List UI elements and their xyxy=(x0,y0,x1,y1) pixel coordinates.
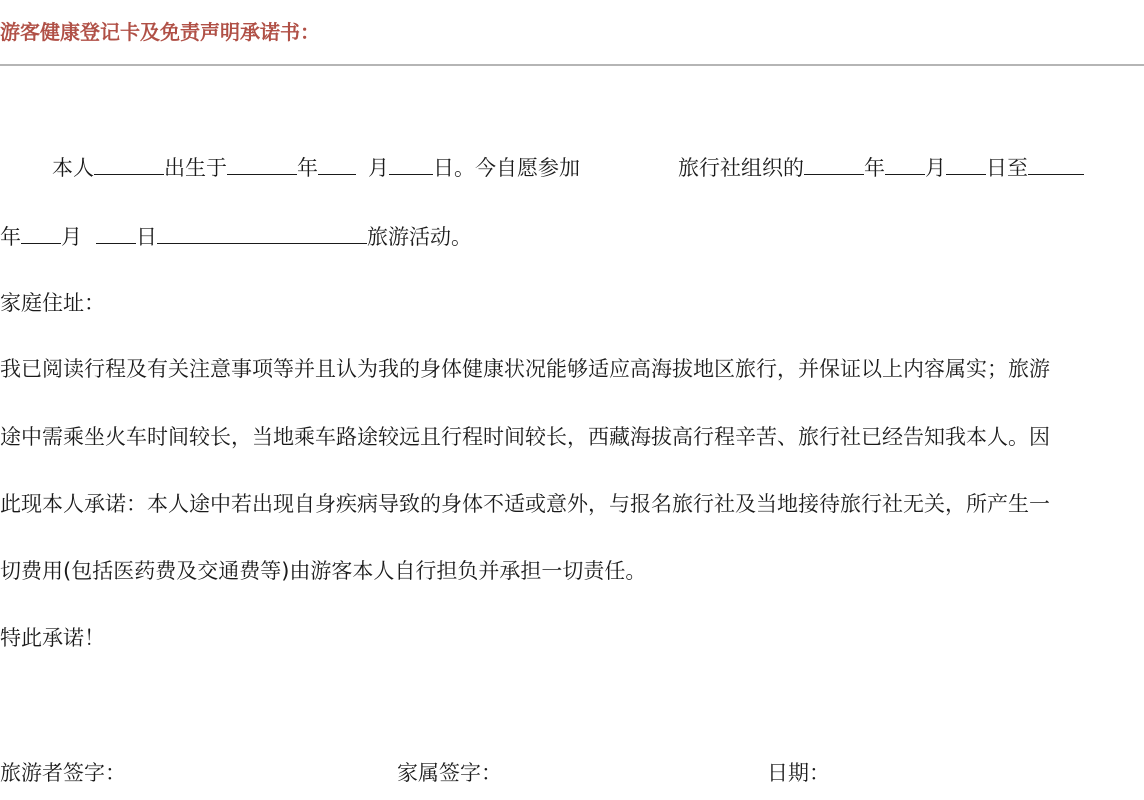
name-blank[interactable] xyxy=(94,154,164,175)
start-year-blank[interactable] xyxy=(804,154,864,175)
text-day-3: 日 xyxy=(136,225,157,249)
end-month-blank[interactable] xyxy=(21,223,61,244)
closing-statement: 特此承诺！ xyxy=(0,626,105,650)
text-self: 本人 xyxy=(52,156,94,180)
family-signature-label[interactable]: 家属签字： xyxy=(397,761,502,785)
start-day-blank[interactable] xyxy=(946,154,986,175)
text-month-3: 月 xyxy=(61,225,82,249)
birth-day-blank[interactable] xyxy=(389,154,433,175)
commitment-line-1: 我已阅读行程及有关注意事项等并且认为我的身体健康状况能够适应高海拔地区旅行，并保证以上内容属实；旅游 xyxy=(0,357,1050,381)
start-month-blank[interactable] xyxy=(885,154,925,175)
birth-year-blank[interactable] xyxy=(227,154,297,175)
text-year-3: 年 xyxy=(0,225,21,249)
text-day-to: 日至 xyxy=(986,156,1028,180)
commitment-line-3: 此现本人承诺：本人途中若出现自身疾病导致的身体不适或意外，与报名旅行社及当地接待旅行社无关，所产生一 xyxy=(0,492,1050,516)
birth-month-blank[interactable] xyxy=(318,154,356,175)
pledge-line-1 xyxy=(0,153,1084,183)
text-day-join: 日。今自愿参加 xyxy=(433,156,580,180)
text-agency-organized: 旅行社组织的 xyxy=(678,156,804,180)
date-label[interactable]: 日期： xyxy=(767,761,830,785)
text-year-2: 年 xyxy=(864,156,885,180)
traveler-signature-label[interactable]: 旅游者签字： xyxy=(0,761,126,785)
text-month: 月 xyxy=(368,156,389,180)
commitment-line-2: 途中需乘坐火车时间较长，当地乘车路途较远且行程时间较长，西藏海拔高行程辛苦、旅行社已经告知我本人。因 xyxy=(0,425,1050,449)
commitment-line-4: 切费用(包括医药费及交通费等)由游客本人自行担负并承担一切责任。 xyxy=(0,559,647,583)
pledge-line-2 xyxy=(0,222,472,252)
text-tour-activity: 旅游活动。 xyxy=(367,225,472,249)
document-title: 游客健康登记卡及免责声明承诺书： xyxy=(0,20,320,44)
title-divider xyxy=(0,64,1144,66)
end-year-blank[interactable] xyxy=(1028,154,1084,175)
activity-blank[interactable] xyxy=(157,223,367,244)
end-day-blank[interactable] xyxy=(96,223,136,244)
text-year: 年 xyxy=(297,156,318,180)
address-label: 家庭住址： xyxy=(0,291,105,315)
text-month-2: 月 xyxy=(925,156,946,180)
text-born-on: 出生于 xyxy=(164,156,227,180)
